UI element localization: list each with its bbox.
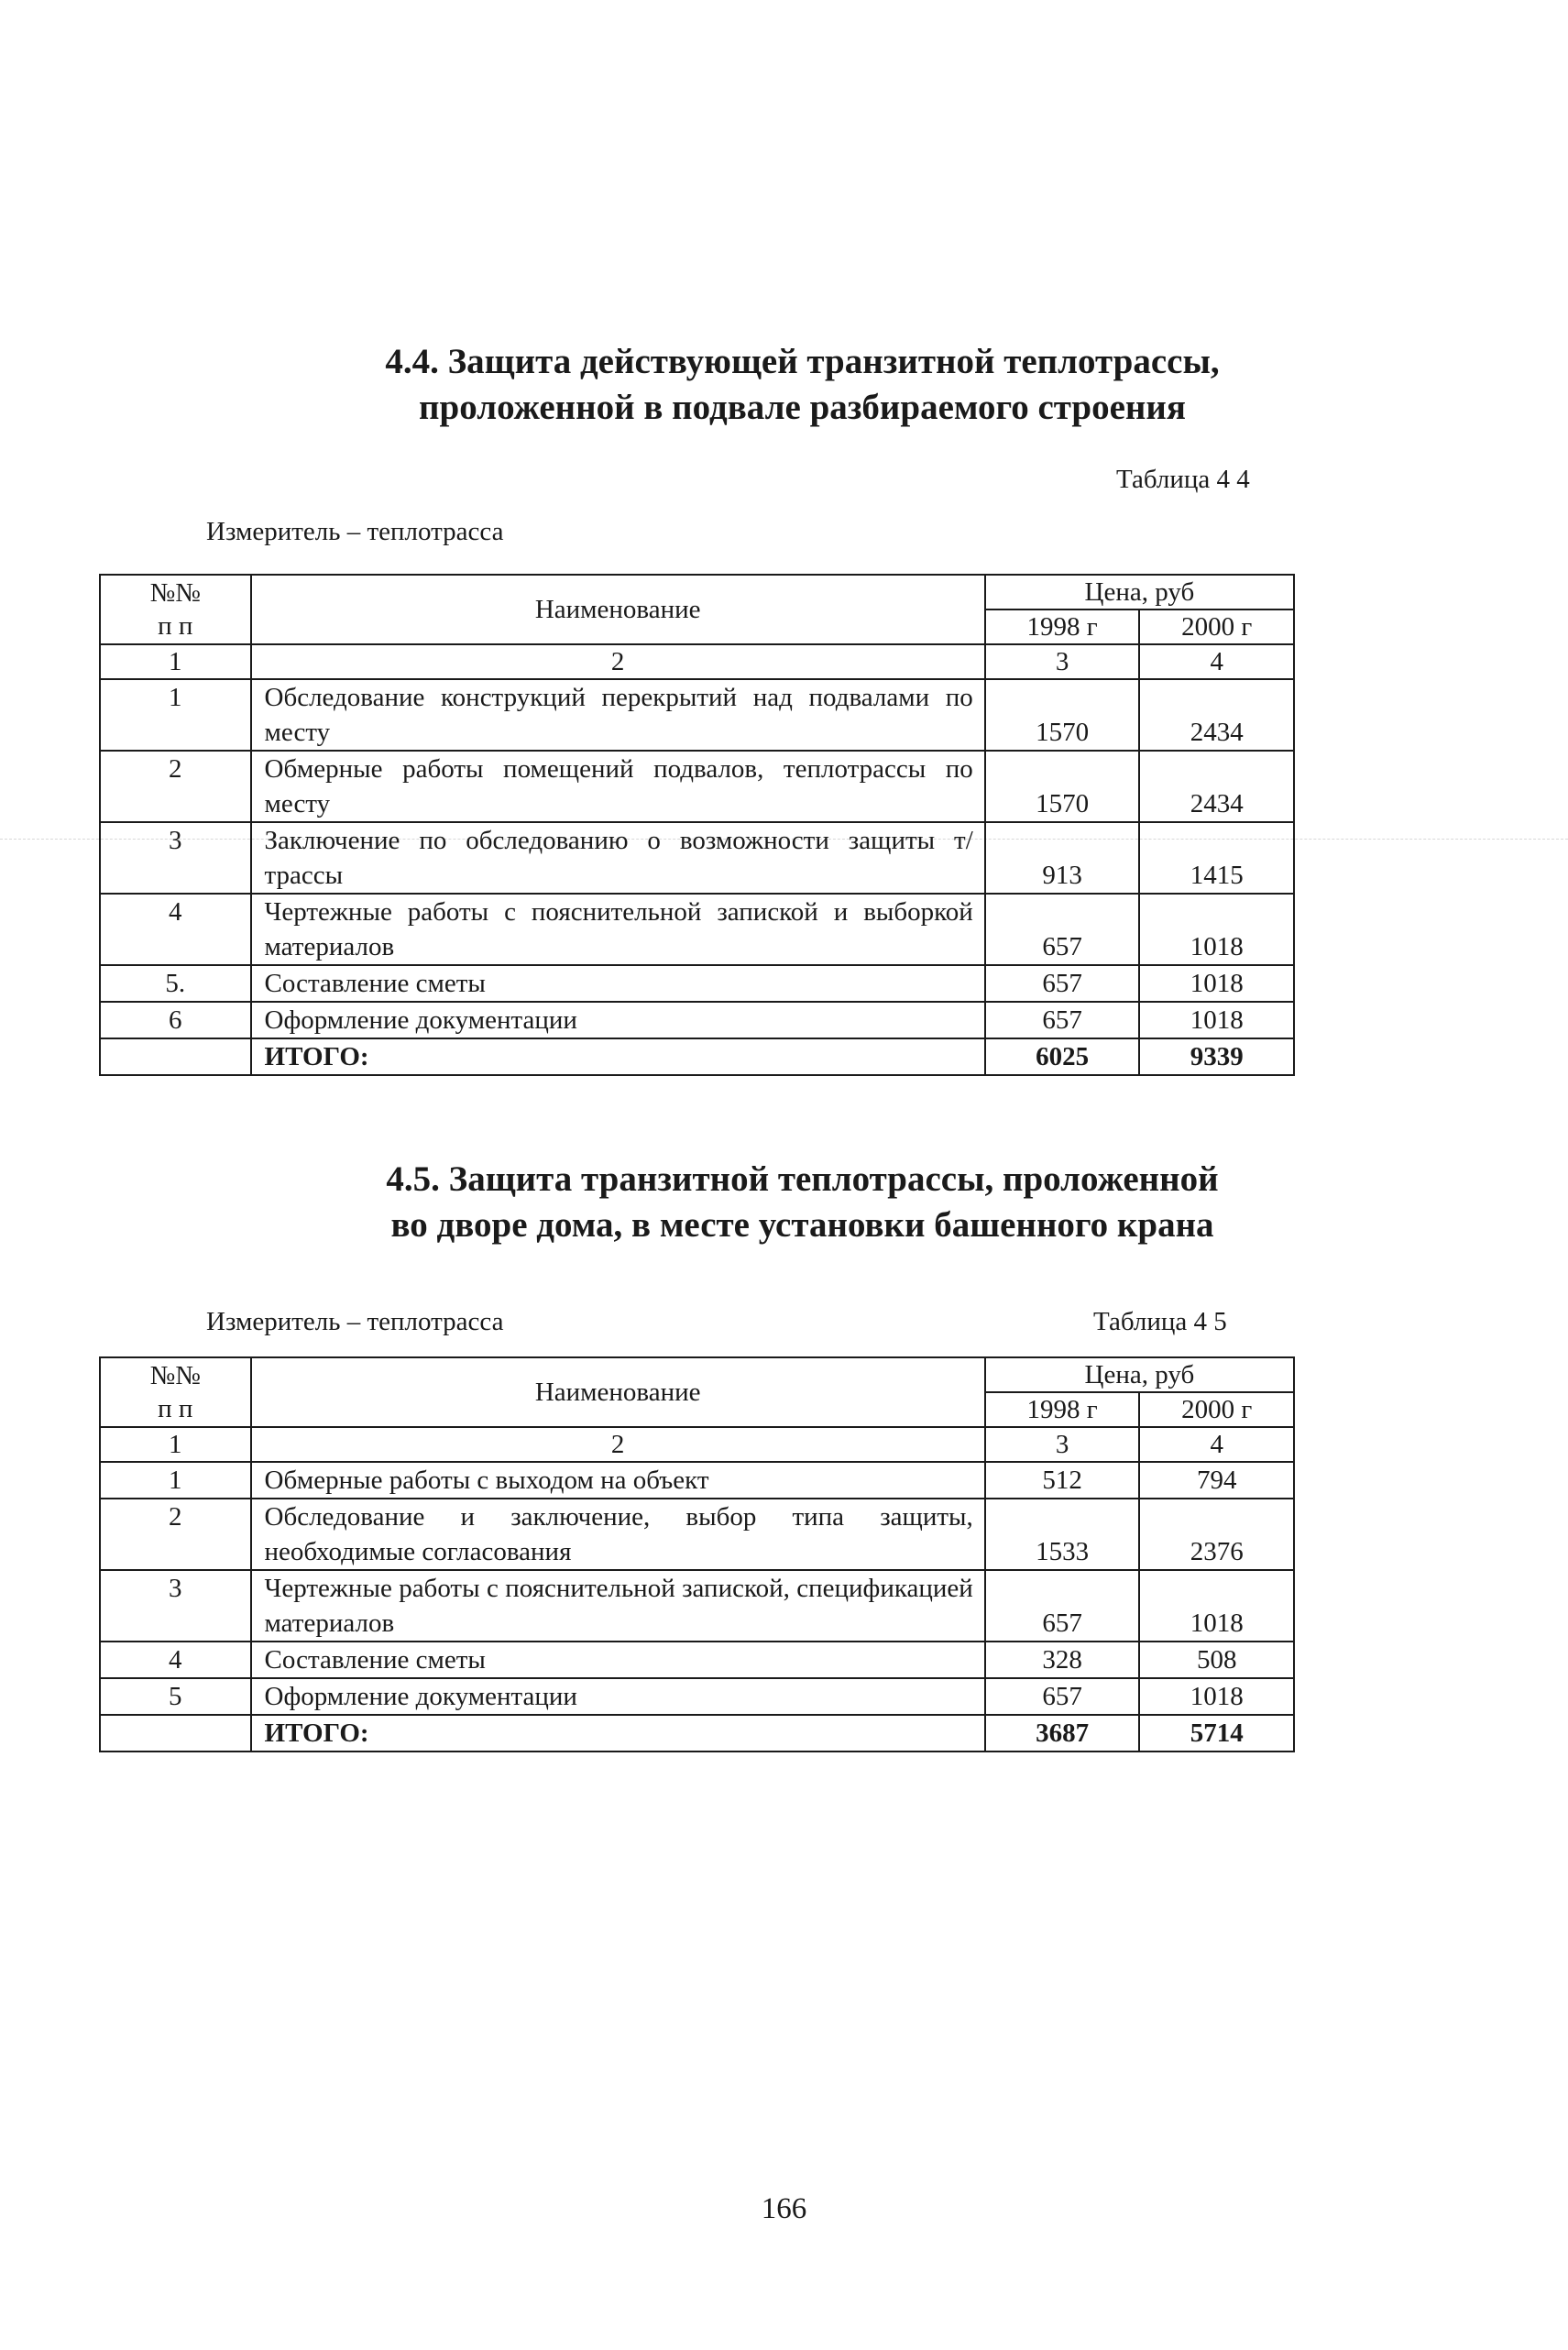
header-year-2000: 2000 г bbox=[1139, 609, 1294, 644]
header-num: №№ п п bbox=[100, 575, 251, 644]
column-number: 1 bbox=[100, 644, 251, 679]
row-price-1998: 657 bbox=[985, 1678, 1140, 1715]
total-empty bbox=[100, 1715, 251, 1752]
row-number: 3 bbox=[100, 822, 251, 894]
row-price-2000: 794 bbox=[1139, 1462, 1294, 1499]
header-price: Цена, руб bbox=[985, 1357, 1294, 1392]
column-number: 4 bbox=[1139, 644, 1294, 679]
row-price-2000: 2434 bbox=[1139, 751, 1294, 822]
price-table-4-4 bbox=[99, 574, 1295, 1076]
row-number: 5 bbox=[100, 1678, 251, 1715]
row-price-2000: 1018 bbox=[1139, 965, 1294, 1002]
column-number-row bbox=[100, 644, 1294, 679]
total-label: ИТОГО: bbox=[251, 1038, 985, 1075]
price-table-4-5 bbox=[99, 1356, 1295, 1752]
row-price-2000: 1018 bbox=[1139, 1678, 1294, 1715]
measure-label: Измеритель – теплотрасса bbox=[206, 1307, 504, 1336]
total-2000: 9339 bbox=[1139, 1038, 1294, 1075]
header-year-1998: 1998 г bbox=[985, 1392, 1140, 1427]
row-name: Оформление документации bbox=[251, 1678, 985, 1715]
row-name: Обследование конструкций перекрытий над подвалами по месту bbox=[251, 679, 985, 751]
row-number: 1 bbox=[100, 679, 251, 751]
header-year-1998: 1998 г bbox=[985, 609, 1140, 644]
column-number: 3 bbox=[985, 1427, 1140, 1462]
table-row bbox=[100, 894, 1294, 965]
row-name: Чертежные работы с пояснительной запиской, спецификацией материалов bbox=[251, 1570, 985, 1642]
section-title-4-4 bbox=[0, 339, 1568, 431]
measure-label: Измеритель – теплотрасса bbox=[206, 517, 504, 546]
row-price-2000: 2434 bbox=[1139, 679, 1294, 751]
row-name: Составление сметы bbox=[251, 1642, 985, 1678]
table-row bbox=[100, 1678, 1294, 1715]
row-price-2000: 1415 bbox=[1139, 822, 1294, 894]
table-label: Таблица 4 4 bbox=[1116, 465, 1250, 494]
row-price-1998: 1533 bbox=[985, 1499, 1140, 1570]
table-header-row bbox=[100, 1357, 1294, 1392]
row-price-2000: 1018 bbox=[1139, 1002, 1294, 1038]
table-row bbox=[100, 1499, 1294, 1570]
row-price-1998: 657 bbox=[985, 894, 1140, 965]
row-price-1998: 657 bbox=[985, 1570, 1140, 1642]
total-1998: 6025 bbox=[985, 1038, 1140, 1075]
row-name: Оформление документации bbox=[251, 1002, 985, 1038]
row-number: 3 bbox=[100, 1570, 251, 1642]
table-header-row bbox=[100, 575, 1294, 609]
header-name: Наименование bbox=[251, 575, 985, 644]
row-price-2000: 2376 bbox=[1139, 1499, 1294, 1570]
column-number: 1 bbox=[100, 1427, 251, 1462]
row-number: 2 bbox=[100, 1499, 251, 1570]
row-price-2000: 1018 bbox=[1139, 1570, 1294, 1642]
section-title-line: проложенной в подвале разбираемого строения bbox=[419, 388, 1186, 427]
row-price-1998: 657 bbox=[985, 965, 1140, 1002]
table-row bbox=[100, 1002, 1294, 1038]
row-price-1998: 512 bbox=[985, 1462, 1140, 1499]
section-title-line: во дворе дома, в месте установки башенного крана bbox=[390, 1205, 1214, 1245]
row-number: 4 bbox=[100, 894, 251, 965]
column-number: 2 bbox=[251, 1427, 985, 1462]
column-number-row bbox=[100, 1427, 1294, 1462]
table-label: Таблица 4 5 bbox=[1093, 1307, 1227, 1336]
header-name: Наименование bbox=[251, 1357, 985, 1427]
table-row bbox=[100, 751, 1294, 822]
row-price-2000: 508 bbox=[1139, 1642, 1294, 1678]
table-row bbox=[100, 965, 1294, 1002]
row-name: Обмерные работы помещений подвалов, теплотрассы по месту bbox=[251, 751, 985, 822]
row-name: Обмерные работы с выходом на объект bbox=[251, 1462, 985, 1499]
table-row bbox=[100, 1642, 1294, 1678]
section-title-line: 4.4. Защита действующей транзитной теплотрассы, bbox=[385, 342, 1220, 381]
row-number: 4 bbox=[100, 1642, 251, 1678]
header-price: Цена, руб bbox=[985, 575, 1294, 609]
row-price-1998: 1570 bbox=[985, 751, 1140, 822]
table-row bbox=[100, 1462, 1294, 1499]
section-title-line: 4.5. Защита транзитной теплотрассы, проложенной bbox=[386, 1159, 1219, 1199]
row-name: Заключение по обследованию о возможности защиты т/трассы bbox=[251, 822, 985, 894]
table-row bbox=[100, 822, 1294, 894]
total-label: ИТОГО: bbox=[251, 1715, 985, 1752]
row-name: Обследование и заключение, выбор типа защиты, необходимые согласования bbox=[251, 1499, 985, 1570]
row-name: Чертежные работы с пояснительной запиской и выборкой материалов bbox=[251, 894, 985, 965]
header-num: №№ п п bbox=[100, 1357, 251, 1427]
total-row bbox=[100, 1715, 1294, 1752]
row-number: 1 bbox=[100, 1462, 251, 1499]
row-name: Составление сметы bbox=[251, 965, 985, 1002]
row-price-2000: 1018 bbox=[1139, 894, 1294, 965]
table-row bbox=[100, 679, 1294, 751]
row-number: 5. bbox=[100, 965, 251, 1002]
table-row bbox=[100, 1570, 1294, 1642]
column-number: 2 bbox=[251, 644, 985, 679]
column-number: 4 bbox=[1139, 1427, 1294, 1462]
column-number: 3 bbox=[985, 644, 1140, 679]
row-price-1998: 913 bbox=[985, 822, 1140, 894]
page-number: 166 bbox=[761, 2192, 807, 2225]
row-number: 2 bbox=[100, 751, 251, 822]
row-price-1998: 1570 bbox=[985, 679, 1140, 751]
row-price-1998: 657 bbox=[985, 1002, 1140, 1038]
row-number: 6 bbox=[100, 1002, 251, 1038]
total-row bbox=[100, 1038, 1294, 1075]
total-1998: 3687 bbox=[985, 1715, 1140, 1752]
total-empty bbox=[100, 1038, 251, 1075]
row-price-1998: 328 bbox=[985, 1642, 1140, 1678]
total-2000: 5714 bbox=[1139, 1715, 1294, 1752]
header-year-2000: 2000 г bbox=[1139, 1392, 1294, 1427]
section-title-4-5 bbox=[0, 1157, 1568, 1248]
